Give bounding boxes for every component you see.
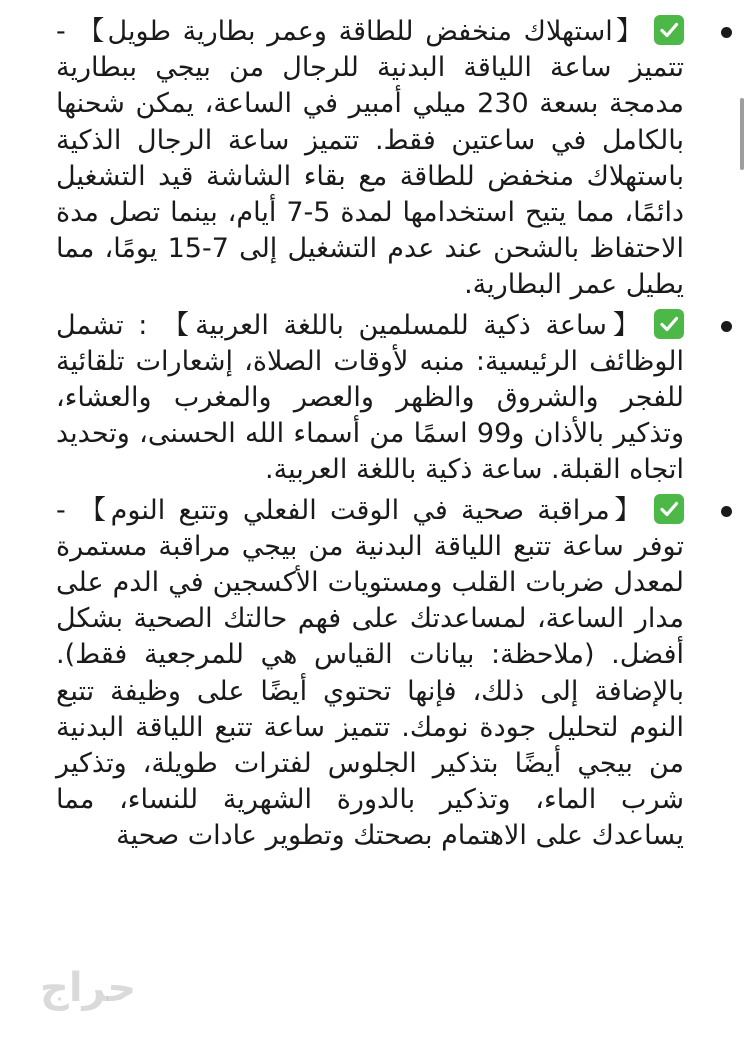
check-mark-button-icon — [654, 15, 684, 45]
bullet-dot — [721, 506, 732, 517]
item-text: 【مراقبة صحية في الوقت الفعلي وتتبع النوم】 - توفر ساعة تتبع اللياقة البدنية من بيجي مراقبة مستمرة لمعدل ضربات القلب ومستويات الأكسجين في الدم على مدار الساعة، لمساعدتك على فهم حالتك الصحية بشكل أفضل. (ملاحظة: بيانات القياس هي للمرجعية فقط). بالإضافة إلى ذلك، فإنها تحتوي أيضًا على وظيفة تتبع النوم لتحليل جودة نومك. تتميز ساعة تتبع اللياقة البدنية من بيجي أيضًا بتذكير الجلوس لفترات طويلة، وتذكير شرب الماء، وتذكير بالدورة الشهرية للنساء، مما يساعدك على الاهتمام بصحتك وتطوير عادات صحية — [56, 494, 684, 852]
list-item — [56, 493, 736, 855]
list-item — [56, 14, 736, 304]
item-text: 【ساعة ذكية للمسلمين باللغة العربية】 : تشمل الوظائف الرئيسية: منبه لأوقات الصلاة، إشعارات تلقائية للفجر والشروق والظهر والعصر والمغرب والعشاء، وتذكير بالأذان و99 اسمًا من أسماء الله الحسنى، وتحديد اتجاه القبلة. ساعة ذكية باللغة العربية. — [56, 309, 684, 486]
bullet-dot — [721, 321, 732, 332]
list-item — [56, 308, 736, 489]
bullet-list — [56, 14, 736, 859]
item-text: 【استهلاك منخفض للطاقة وعمر بطارية طويل】 - تتميز ساعة اللياقة البدنية للرجال من بيجي ببطارية مدمجة بسعة 230 ميلي أمبير في الساعة، يمكن شحنها بالكامل في ساعتين فقط. تتميز ساعة الرجال الذكية باستهلاك منخفض للطاقة مع بقاء الشاشة قيد التشغيل دائمًا، مما يتيح استخدامها لمدة 5-7 أيام، بينما تصل مدة الاحتفاظ بالشحن عند عدم التشغيل إلى 7-15 يومًا، مما يطيل عمر البطارية. — [56, 16, 685, 301]
watermark-logo: حراج — [40, 965, 137, 1011]
scrollbar[interactable] — [740, 98, 744, 170]
check-mark-button-icon — [654, 494, 684, 524]
bullet-dot — [721, 27, 732, 38]
check-mark-button-icon — [654, 309, 684, 339]
